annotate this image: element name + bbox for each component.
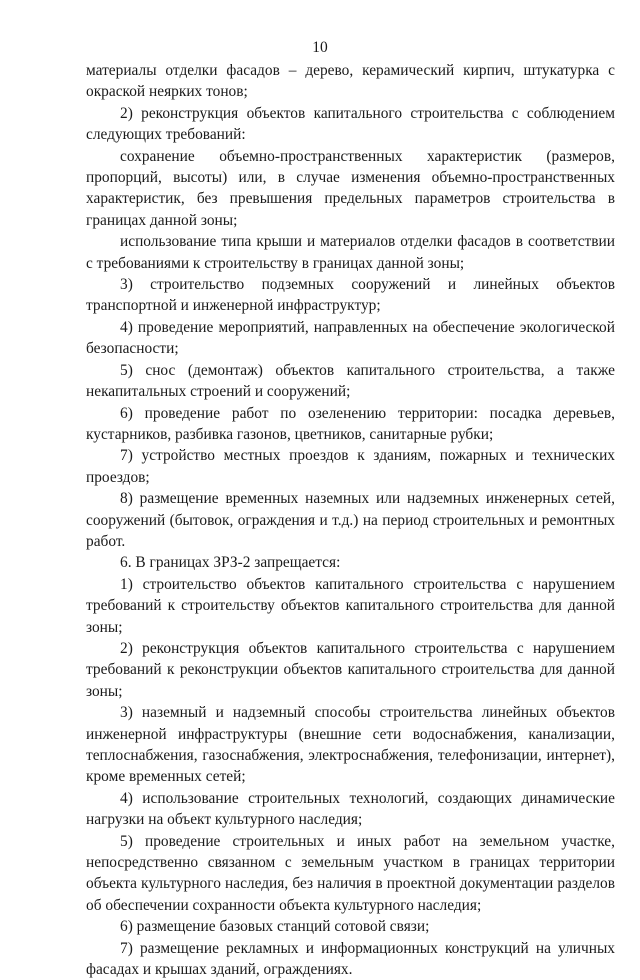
paragraph-landscaping: 6) проведение работ по озеленению территории: посадка деревьев, кустарников, разбивка газонов, цветников, санитарные рубки; [86,404,615,443]
paragraph-prohibited-construction: 1) строительство объектов капитального строительства с нарушением требований к строительству объектов капитального строительства для данной зоны; [86,575,615,636]
paragraph-dynamic-loads: 4) использование строительных технологий, создающих динамические нагрузки на объект культурного наследия; [86,789,615,829]
paragraph-local-driveways: 7) устройство местных проездов к зданиям, пожарных и технических проездов; [86,447,615,486]
paragraph-underground-structures: 3) строительство подземных сооружений и линейных объектов транспортной и инженерной инфраструктур; [86,276,615,315]
paragraph-volume-characteristics: сохранение объемно-пространственных характеристик (размеров, пропорций, высоты) или, в случае изменения объемно-пространственных характеристик, без превышения предельных параметров строительства в границах данной зоны; [86,147,615,229]
paragraph-demolition: 5) снос (демонтаж) объектов капитального строительства, а также некапитальных строений и сооружений; [86,361,615,401]
paragraph-reconstruction-requirements: 2) реконструкция объектов капитального строительства с соблюдением следующих требований: [86,104,615,144]
paragraph-zrz2-prohibited-heading: 6. В границах ЗРЗ-2 запрещается: [120,554,341,572]
paragraph-roof-type: использование типа крыши и материалов отделки фасадов в соответствии с требованиями к строительству в границах данной зоны; [86,233,615,272]
paragraph-advertising: 7) размещение рекламных и информационных конструкций на уличных фасадах и крышах зданий, ограждениях. [86,939,615,979]
paragraph-temporary-networks: 8) размещение временных наземных или надземных инженерных сетей, сооружений (бытовок, ограждения и т.д.) на период строительных и ремонтных работ. [86,490,615,550]
document-body [86,60,615,980]
paragraph-facade-materials: материалы отделки фасадов – дерево, керамический кирпич, штукатурка с окраской неярких тонов; [86,62,615,101]
paragraph-adjacent-land-works: 5) проведение строительных и иных работ на земельном участке, непосредственно связанном с земельным участком в границах территории объекта культурного наследия, без наличия в проектной документации разделов об обеспечении сохранности объекта культурного наследия; [86,832,615,914]
paragraph-ecological-safety: 4) проведение мероприятий, направленных на обеспечение экологической безопасности; [86,318,615,358]
paragraph-overground-networks: 3) наземный и надземный способы строительства линейных объектов инженерной инфраструктуры (внешние сети водоснабжения, канализации, теплоснабжения, газоснабжения, электроснабжения, телефонизации, интернет), кроме временных сетей; [86,704,615,786]
page-number: 10 [312,39,328,56]
paragraph-prohibited-reconstruction: 2) реконструкция объектов капитального строительства с нарушением требований к реконструкции объектов капитального строительства для данной зоны; [86,639,615,700]
paragraph-cell-towers: 6) размещение базовых станций сотовой связи; [120,918,430,936]
